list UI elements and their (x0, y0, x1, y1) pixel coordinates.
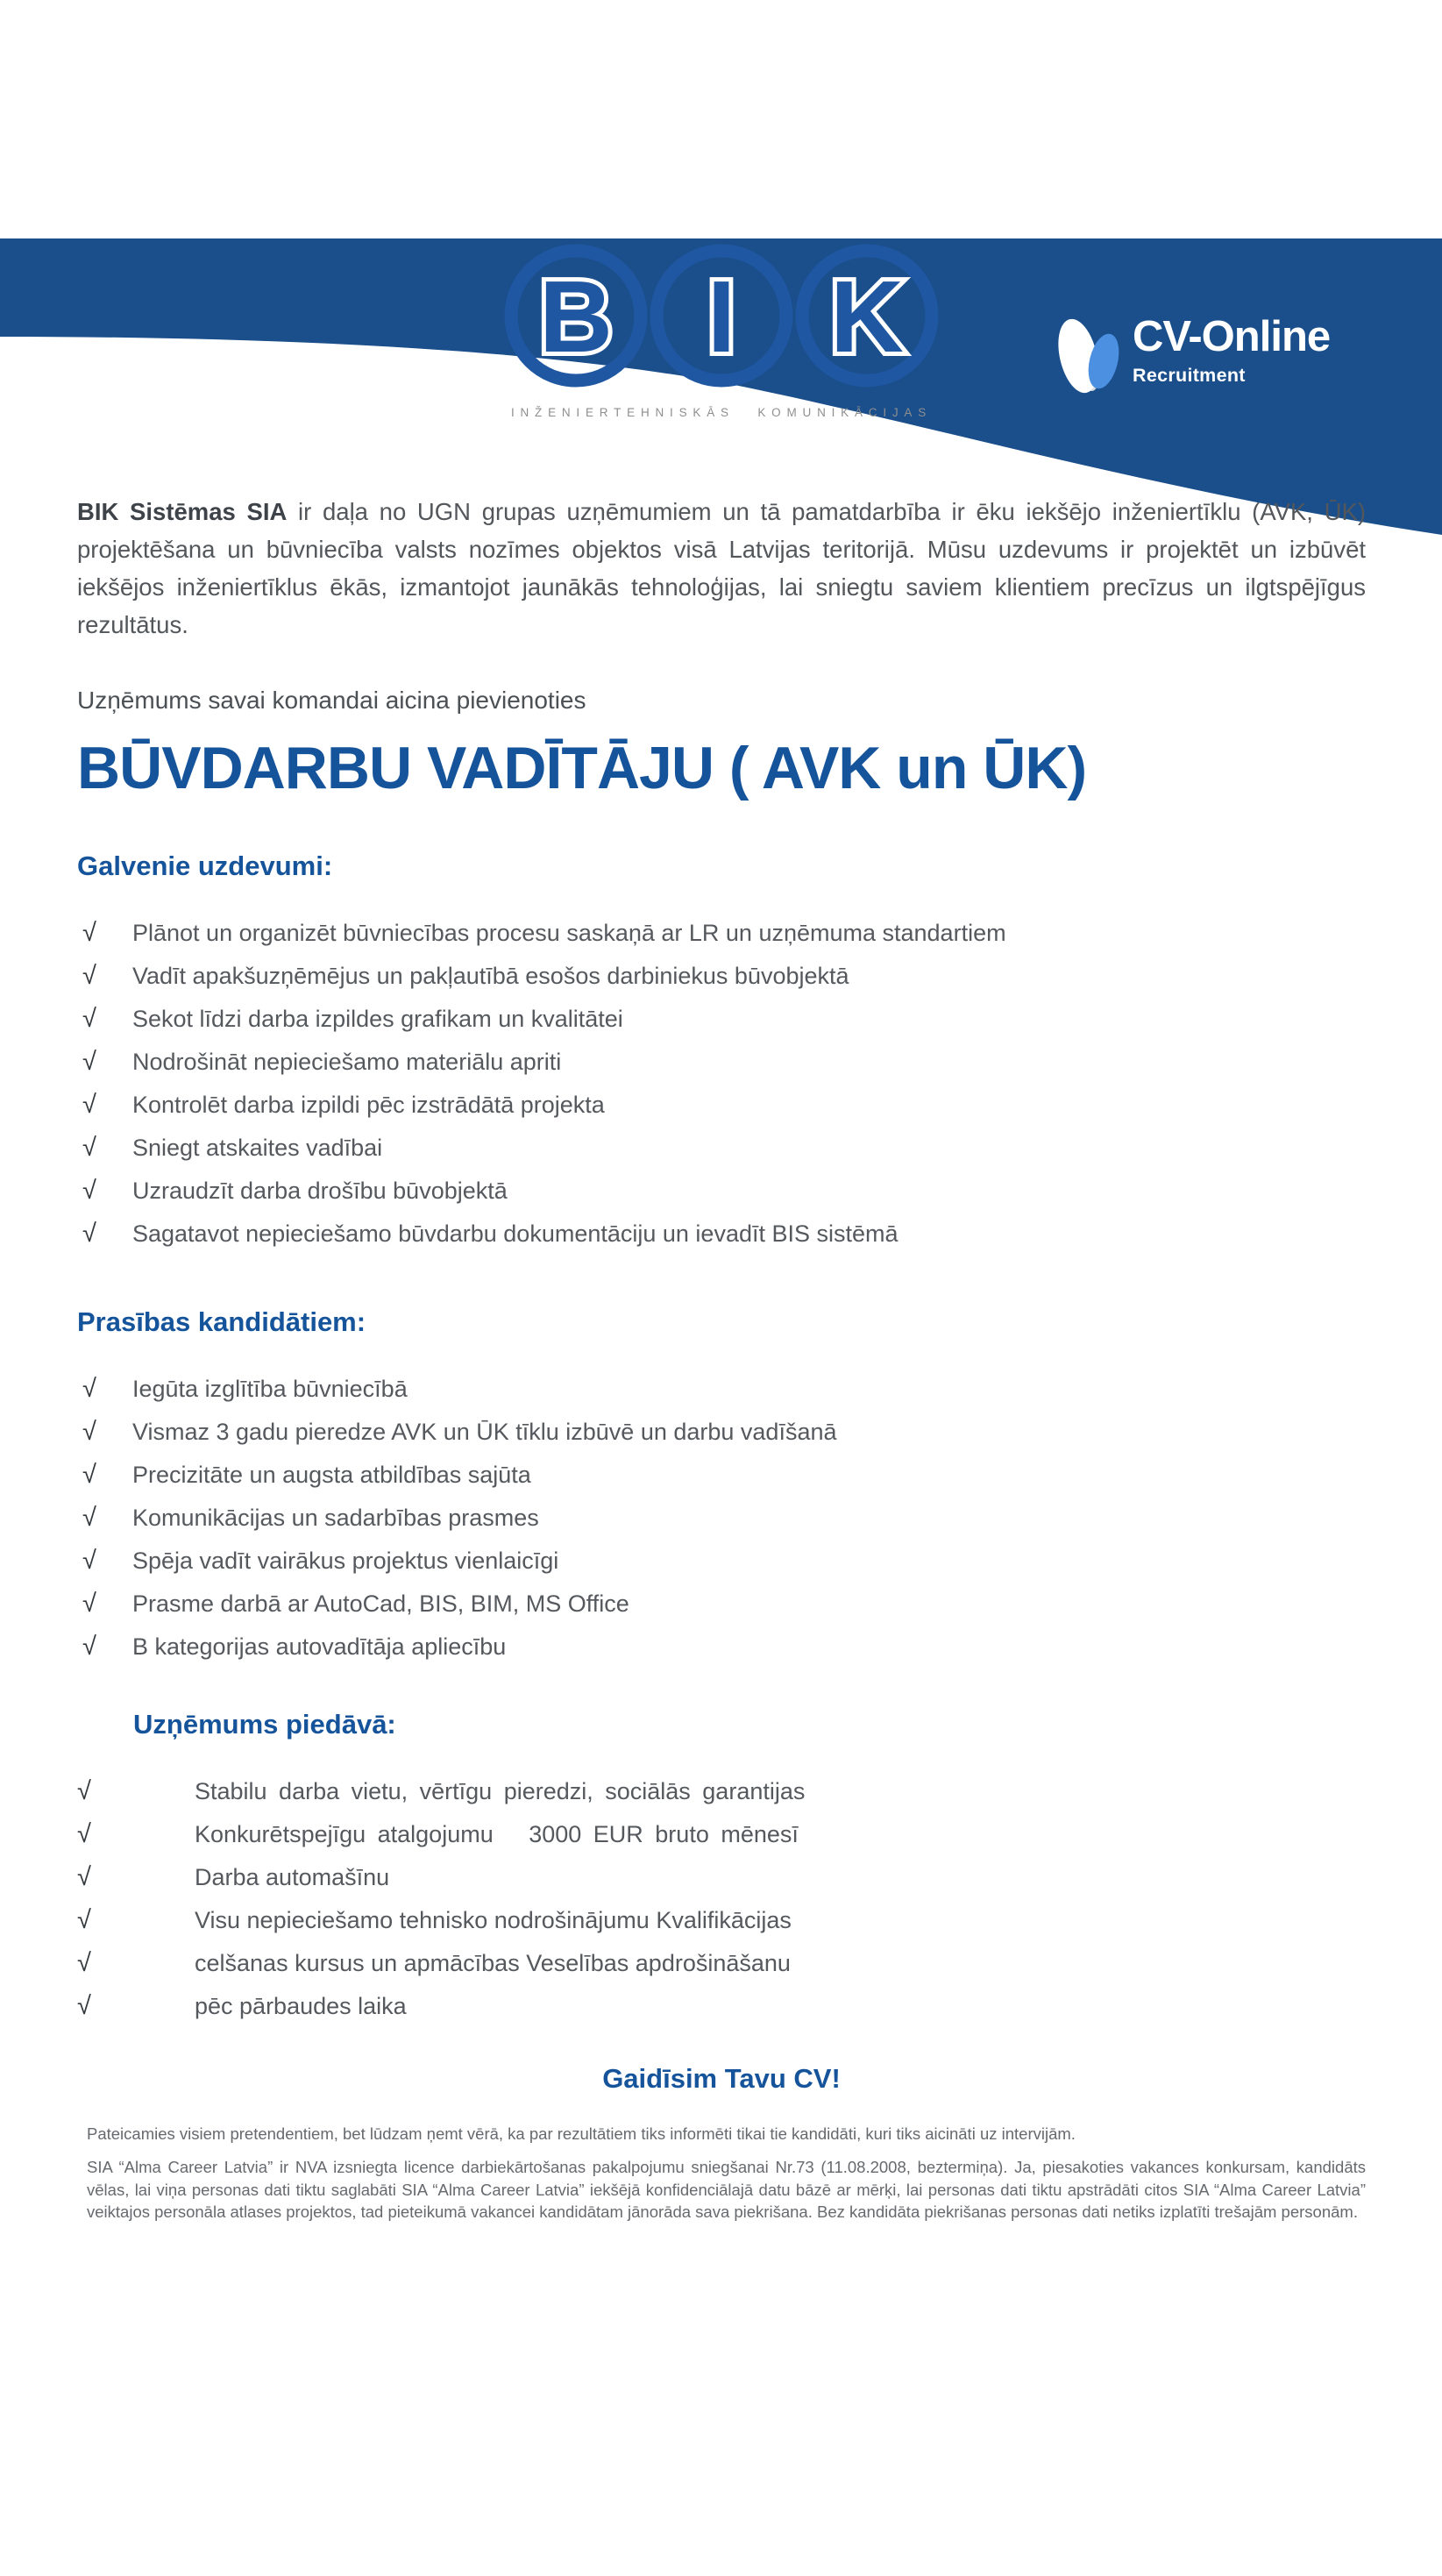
list-item-text: Plānot un organizēt būvniecības procesu saskaņā ar LR un uzņēmuma standartiem (132, 920, 1006, 947)
check-icon: √ (77, 1949, 91, 1978)
company-name: BIK Sistēmas SIA (77, 498, 288, 525)
list-item (77, 1454, 1366, 1497)
footer-legal: SIA “Alma Career Latvia” ir NVA izsniegta licence darbiekārtošanas pakalpojumu sniegšanai Nr.73 (11.08.2008, beztermiņa). Ja, piesakoties vakances konkursam, kandidāts vēlas, lai viņa personas dati tiktu saglabāti SIA “Alma Career Latvia” iekšējā konfidenciālajā datu bāzē ar mērķi, lai personas dati tiktu apstrādāti citos SIA “Alma Career Latvia” veiktajos personāla atlases projektos, tad pieteikumā vakancei kandidātam jānorāda sava piekrišana. Bez kandidāta piekrišanas personas dati netiks izplatīti trešajām personām. (87, 2158, 1366, 2222)
intro-text: ir daļa no UGN grupas uzņēmumiem un tā pamatdarbība ir ēku iekšējo inženiertīklu (AVK, ŪK) projektēšana un būvniecība valsts nozīmes objektos visā Latvijas teritorijā. Mūsu uzdevums ir projektēt un izbūvēt iekšējos inženiertīklus ēkās, izmantojot jaunākās tehnoloģijas, lai sniegtu saviem klientiem precīzus un ilgtspējīgus rezultātus. (77, 498, 1366, 638)
check-icon: √ (82, 919, 96, 948)
tasks-list (77, 912, 1366, 1256)
list-item (77, 1813, 1366, 1856)
list-item-text: Vismaz 3 gadu pieredze AVK un ŪK tīklu izbūvē un darbu vadīšanā (132, 1419, 837, 1446)
bik-logo (494, 238, 949, 419)
check-icon: √ (82, 1091, 96, 1120)
check-icon: √ (82, 1134, 96, 1163)
intro-paragraph (77, 493, 1366, 644)
section-heading-tasks: Galvenie uzdevumi: (77, 850, 333, 882)
bik-letter-k: K (830, 260, 904, 374)
bik-letter-i: I (707, 260, 736, 374)
check-icon: √ (82, 1590, 96, 1619)
check-icon: √ (82, 1005, 96, 1034)
list-item-text: Stabilu darba vietu, vērtīgu pieredzi, sociālās garantijas (195, 1778, 806, 1805)
requirements-list (77, 1368, 1366, 1669)
list-item (77, 1856, 1366, 1899)
cv-online-tagline: Recruitment (1133, 364, 1246, 386)
list-item (77, 1127, 1366, 1170)
offer-list (77, 1770, 1366, 2028)
list-item-text: Sniegt atskaites vadībai (132, 1135, 383, 1162)
list-item-text: Sagatavot nepieciešamo būvdarbu dokumentāciju un ievadīt BIS sistēmā (132, 1220, 899, 1248)
list-item (77, 1942, 1366, 1985)
list-item (77, 1899, 1366, 1942)
list-item (77, 1770, 1366, 1813)
check-icon: √ (82, 1375, 96, 1404)
list-item-text: Konkurētspejīgu atalgojumu 3000 EUR bruto mēnesī (195, 1821, 799, 1848)
check-icon: √ (77, 1820, 91, 1849)
list-item (77, 1368, 1366, 1411)
list-item-text: Darba automašīnu (195, 1864, 390, 1891)
list-item-text: Kontrolēt darba izpildi pēc izstrādātā projekta (132, 1092, 605, 1119)
list-item (77, 1411, 1366, 1454)
check-icon: √ (82, 1547, 96, 1576)
check-icon: √ (82, 1177, 96, 1206)
list-item (77, 1041, 1366, 1084)
list-item-text: pēc pārbaudes laika (195, 1993, 407, 2020)
list-item-text: Visu nepieciešamo tehnisko nodrošinājumu Kvalifikācijas (195, 1907, 792, 1934)
list-item-text: celšanas kursus un apmācības Veselības apdrošināšanu (195, 1950, 791, 1977)
list-item (77, 1497, 1366, 1540)
invite-line: Uzņēmums savai komandai aicina pievienoties (77, 687, 586, 714)
list-item-text: B kategorijas autovadītāja apliecību (132, 1633, 507, 1661)
list-item-text: Iegūta izglītība būvniecībā (132, 1376, 408, 1403)
list-item (77, 1540, 1366, 1583)
list-item-text: Uzraudzīt darba drošību būvobjektā (132, 1178, 508, 1205)
list-item (77, 1985, 1366, 2028)
check-icon: √ (77, 1777, 91, 1806)
list-item-text: Spēja vadīt vairākus projektus vienlaicīgi (132, 1548, 559, 1575)
list-item (77, 1170, 1366, 1213)
check-icon: √ (77, 1863, 91, 1892)
list-item-text: Vadīt apakšuzņēmējus un pakļautībā esošos darbiniekus būvobjektā (132, 963, 849, 990)
check-icon: √ (82, 1220, 96, 1249)
list-item-text: Sekot līdzi darba izpildes grafikam un kvalitātei (132, 1006, 623, 1033)
bik-letter-b: B (539, 260, 613, 374)
cv-online-name: CV-Online (1133, 313, 1331, 360)
check-icon: √ (82, 1633, 96, 1662)
section-heading-offer: Uzņēmums piedāvā: (133, 1709, 396, 1740)
list-item-text: Prasme darbā ar AutoCad, BIS, BIM, MS Office (132, 1590, 629, 1618)
list-item (77, 998, 1366, 1041)
job-ad-page (0, 238, 1442, 2576)
list-item-text: Precizitāte un augsta atbildības sajūta (132, 1462, 531, 1489)
list-item (77, 955, 1366, 998)
position-title: BŪVDARBU VADĪTĀJU ( AVK un ŪK) (77, 735, 1087, 801)
list-item (77, 1626, 1366, 1669)
check-icon: √ (82, 962, 96, 991)
content-column (0, 238, 1442, 2224)
section-heading-requirements: Prasības kandidātiem: (77, 1306, 366, 1338)
check-icon: √ (77, 1906, 91, 1935)
check-icon: √ (82, 1048, 96, 1077)
list-item (77, 912, 1366, 955)
bik-logo-caption: INŽENIERTEHNISKĀS KOMUNIKĀCIJAS (510, 406, 933, 419)
bik-logo-icon (502, 238, 941, 395)
check-icon: √ (82, 1418, 96, 1447)
footer-thanks: Pateicamies visiem pretendentiem, bet lūdzam ņemt vērā, ka par rezultātiem tiks informēti tikai tie kandidāti, kuri tiks aicināti uz intervijām. (87, 2124, 1076, 2144)
check-icon: √ (77, 1992, 91, 2021)
list-item-text: Nodrošināt nepieciešamo materiālu apriti (132, 1049, 562, 1076)
list-item (77, 1583, 1366, 1626)
list-item (77, 1213, 1366, 1256)
check-icon: √ (82, 1504, 96, 1533)
check-icon: √ (82, 1461, 96, 1490)
list-item-text: Komunikācijas un sadarbības prasmes (132, 1505, 539, 1532)
list-item (77, 1084, 1366, 1127)
closing-line: Gaidīsim Tavu CV! (602, 2063, 841, 2095)
